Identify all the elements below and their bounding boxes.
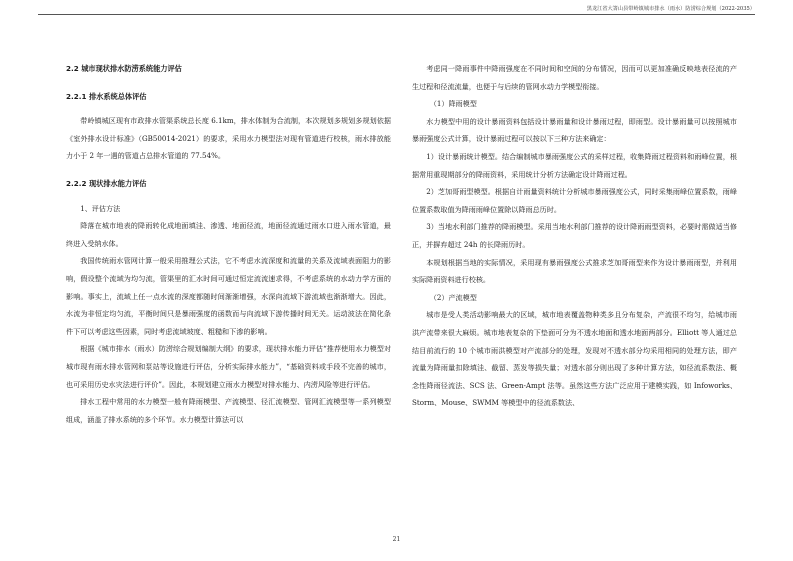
section-heading-2-2: 2.2 城市现状排水防涝系统能力评估 bbox=[66, 64, 182, 73]
subheading-runoff-model: （2）产流模型 bbox=[429, 292, 477, 302]
subheading-rainfall-model: （1）降雨模型 bbox=[429, 99, 477, 109]
paragraph-plan-choice: 本规划根据当地的实际情况，采用现有暴雨强度公式推求芝加哥雨型来作为设计暴雨雨型，并利用实际降雨资料进行校核。 bbox=[412, 257, 737, 285]
paragraph-continued: 考虑同一降雨事件中降雨强度在不同时间和空间的分布情况，因而可以更加准确反映地表径流的产生过程和径流流量，也便于与后续的管网水动力学模型衔接。 bbox=[412, 64, 737, 91]
paragraph-overall-assessment: 带岭镇城区现有市政排水管渠系统总长度 6.1km，排水体制为合流制，本次规划多规划多规划依据《室外排水设计标准》（GB50014-2021）的要求，采用水力模型法对现有管道进行校核，雨水排放能力小于 2 年一遇的管道占总排水管道的 77.54%。 bbox=[66, 116, 391, 161]
paragraph-local-model: 3）当地水利部门推荐的降雨模型。采用当地水利部门推荐的设计降雨雨型资料，必要时需做适当修正，并摒弃超过 24h 的长降雨历时。 bbox=[412, 222, 737, 249]
paragraph-rational-method: 我国传统雨水管网计算一般采用推理公式法，它不考虑水流深度和流量的关系及流域表面阻力的影响，假设整个流域为均匀流，管渠里的汇水时间可通过恒定流流速求得，不考虑系统的水动力学方面的影响。事实上，流域上任一点水流的深度都随时间渐渐增强，水深向流域下游流域也渐渐增大。因此，水流为非恒定均匀流，平衡时间只是暴雨强度的函数而与向流域下游传播时间无关。运动波法在简化条件下可以考虑这些因素，同时考虑流域坡度、粗糙和下渗的影响。 bbox=[66, 256, 391, 336]
left-column bbox=[66, 60, 391, 428]
section-heading-2-2-2: 2.2.2 现状排水能力评估 bbox=[66, 178, 147, 188]
page-number: 21 bbox=[392, 536, 401, 543]
paragraph-design-storm: 水力模型中用的设计暴雨资料包括设计暴雨量和设计暴雨过程，即雨型。设计暴雨量可以按照城市暴雨强度公式计算，设计暴雨过程可以按以下三种方法来确定： bbox=[412, 116, 737, 144]
page-header-title: 黑龙江省大箐山县带岭镇城市排水（雨水）防涝综合规划（2022-2035） bbox=[586, 6, 755, 12]
paragraph-chicago-model: 2）芝加哥雨型模型。根据自计雨量资料统计分析城市暴雨强度公式，同时采集雨峰位置系数，雨峰位置系数取值为降雨雨峰位置除以降雨总历时。 bbox=[412, 187, 737, 214]
paragraph-statistical-model: 1）设计暴雨统计模型。结合编制城市暴雨强度公式的采样过程，收集降雨过程资料和雨峰位置，根据常用重现期部分的降雨资料，采用统计分析方法确定设计降雨过程。 bbox=[412, 151, 737, 179]
subheading-evaluation-method: 1、评估方法 bbox=[80, 203, 121, 213]
section-heading-2-2-1: 2.2.1 排水系统总体评估 bbox=[66, 91, 147, 101]
paragraph-hydraulic-models: 排水工程中常用的水力模型一般有降雨模型、产流模型、径汇流模型、管网汇流模型等一系列模型组成，涵盖了排水系统的多个环节。水力模型计算法可以 bbox=[66, 397, 391, 424]
paragraph-rainfall-conversion: 降落在城市地表的降雨转化成地面填洼、渗透、地面径流，地面径流通过雨水口进入雨水管道，最终进入受纳水体。 bbox=[66, 221, 391, 248]
header-rule bbox=[38, 14, 755, 15]
paragraph-guideline-requirement: 根据《城市排水（雨水）防涝综合规划编制大纲》的要求，现状排水能力评估“推荐使用水力模型对城市现有雨水排水管网和泵站等设施进行评估，分析实际排水能力”，“基础资料或手段不完善的城市，也可采用历史水灾法进行评价”。因此，本规划建立雨水力模型对排水能力、内涝风险等进行评估。 bbox=[66, 344, 391, 389]
right-column bbox=[412, 60, 737, 412]
paragraph-runoff-model: 城市是受人类活动影响最大的区域，城市地表覆盖物种类多且分布复杂，产流很不均匀，给城市雨洪产流带来很大麻烦。城市地表复杂的下垫面可分为不透水地面和透水地面两部分。Elliott 等人通过总结目前流行的 10 个城市雨洪模型对产流部分的处理，发现对不透水部分均采用相同的处理方法，即产流量为降雨量扣除填洼、截留、蒸发等损失量；对透水部分则出现了多种计算方法，如径流系数法、概念性降雨径流法、SCS 法、Green-Ampt 法等。虽然这些方法广泛应用于建模实践，如 Infoworks、Storm、Mouse、SWMM 等模型中的径流系数法、 bbox=[412, 310, 737, 408]
